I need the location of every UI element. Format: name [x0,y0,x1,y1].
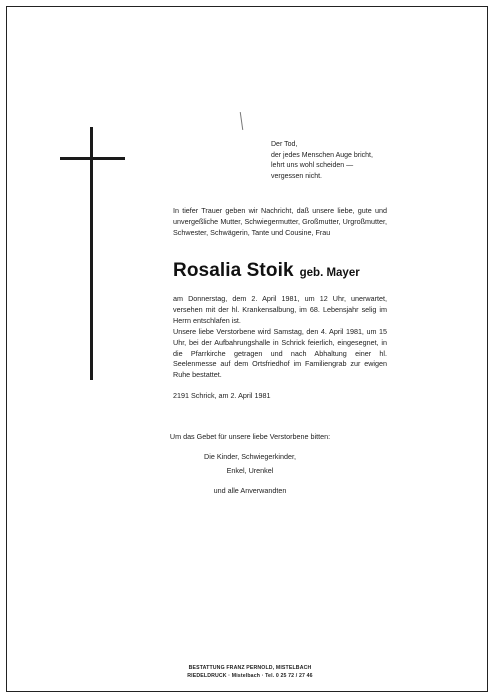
cross-icon-crossbar [60,157,125,160]
maiden-name: geb. Mayer [299,267,360,279]
motto-line: Der Tod, [271,141,298,148]
mourners-line: Enkel, Urenkel [226,466,274,475]
place-and-date: 2191 Schrick, am 2. April 1981 [173,391,271,400]
deceased-name-line [173,260,360,282]
footer-undertaker: BESTATTUNG FRANZ PERNOLD, MISTELBACH [188,665,312,671]
prayer-request: Um das Gebet für unsere liebe Verstorbene bitten: [169,432,331,441]
mourners-line: Die Kinder, Schwiegerkinder, [204,452,296,461]
motto-verse [271,140,373,182]
cross-icon [90,127,93,380]
death-notice-paragraph: am Donnerstag, dem 2. April 1981, um 12 Uhr, unerwartet, versehen mit der hl. Krankensalbung, im 68. Lebensjahr selig im Herrn entschlafen ist. [173,294,387,325]
funeral-notice-paragraph: Unsere liebe Verstorbene wird Samstag, den 4. April 1981, um 15 Uhr, bei der Aufbahrungshalle in Schrick feierlich, eingesegnet, in die Pfarrkirche getragen und nach Abhaltung einer hl. Seelenmesse auf dem Ortsfriedhof im Familiengrab zur ewigen Ruhe bestattet. [173,327,387,380]
motto-line: vergessen nicht. [271,172,322,180]
motto-line: der jedes Menschen Auge bricht, [271,151,373,159]
footer-printer: RIEDELDRUCK · Mistelbach · Tel. 0 25 72 / 27 46 [187,673,313,679]
motto-line: lehrt uns wohl scheiden — [271,162,354,169]
deceased-name: Rosalia Stoik [173,260,294,281]
intro-paragraph: In tiefer Trauer geben wir Nachricht, daß unsere liebe, gute und unvergeßliche Mutter, Schwiegermutter, Großmutter, Urgroßmutter, Schwester, Schwägerin, Tante und Cousine, Frau [173,206,387,237]
mourners-line: und alle Anverwandten [213,486,287,495]
